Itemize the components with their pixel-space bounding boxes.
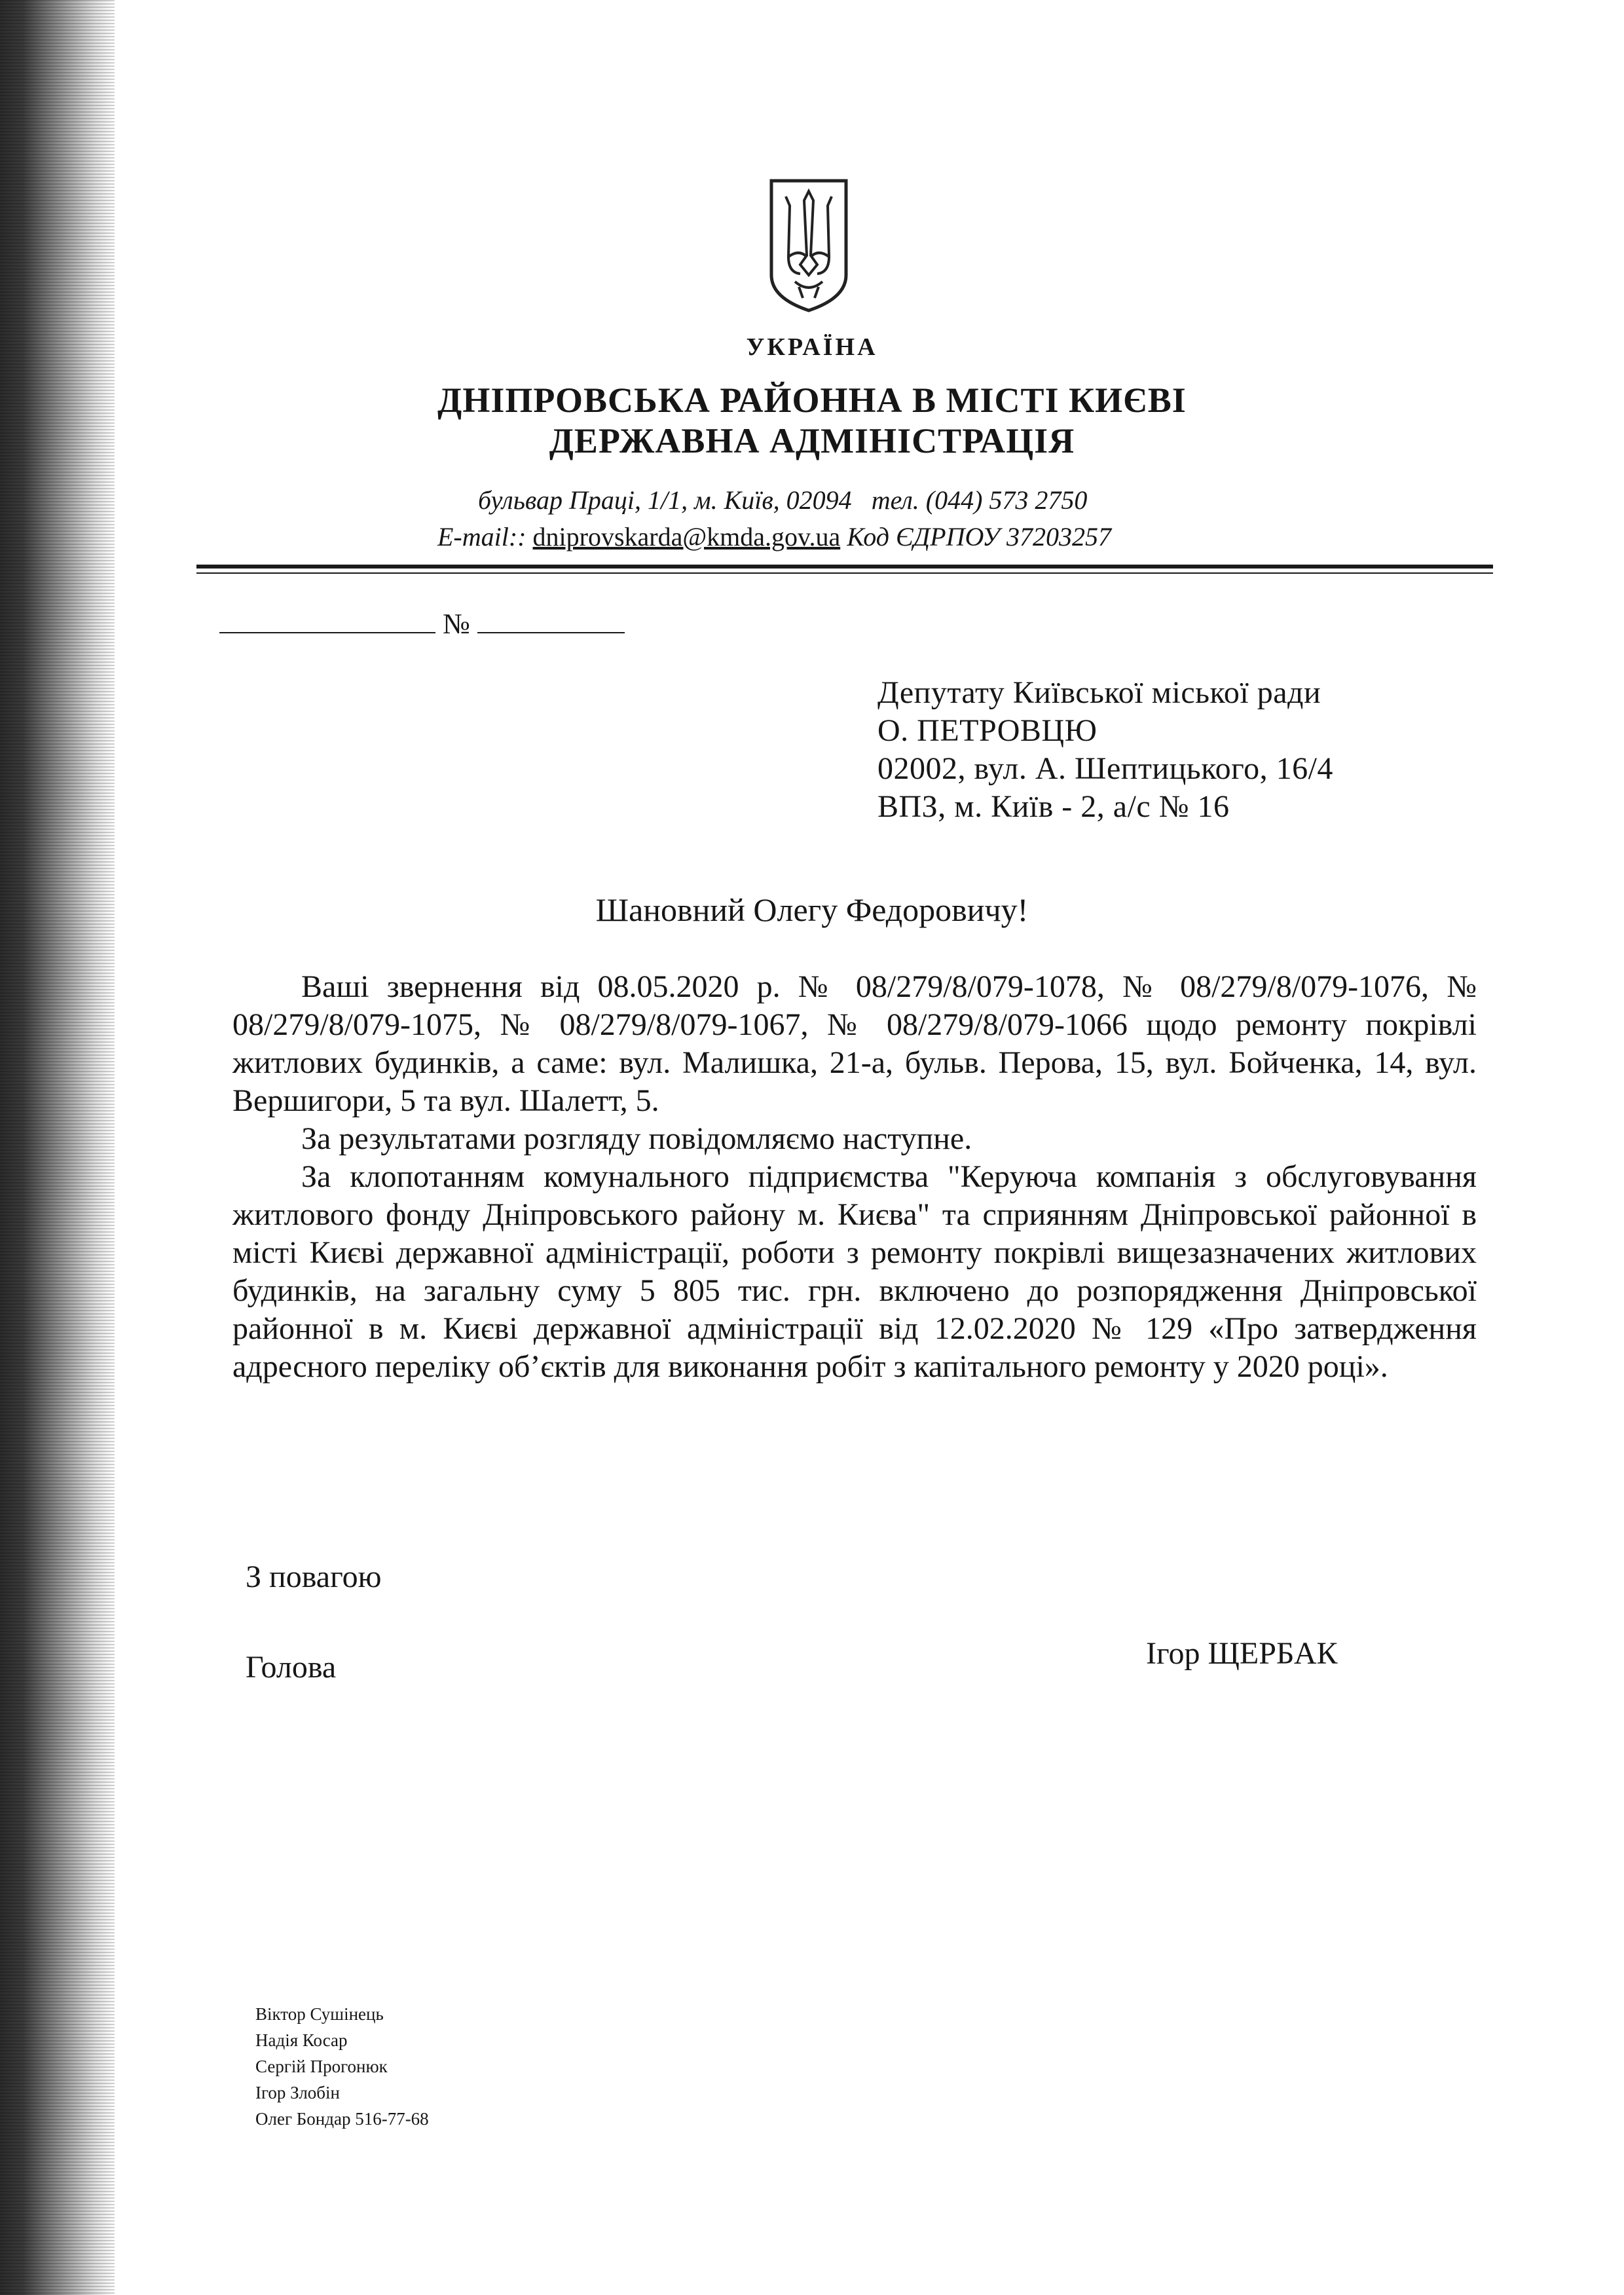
signer-name: Ігор ЩЕРБАК xyxy=(1146,1636,1338,1671)
recipient-line1: Депутату Київської міської ради xyxy=(877,675,1321,710)
org-name-line2: ДЕРЖАВНА АДМІНІСТРАЦІЯ xyxy=(549,421,1075,460)
email-label: E-mail:: xyxy=(437,522,526,551)
org-address: бульвар Праці, 1/1, м. Київ, 02094 xyxy=(478,485,852,515)
executor-item: Сергій Прогонюк xyxy=(255,2057,388,2076)
recipient-line2: О. ПЕТРОВЦЮ xyxy=(877,713,1098,748)
org-phone: тел. (044) 573 2750 xyxy=(871,485,1088,515)
org-address-line xyxy=(478,485,1087,515)
closing-phrase: З повагою xyxy=(246,1559,382,1594)
number-sign: № xyxy=(443,608,470,640)
executor-item: Надія Косар xyxy=(255,2030,348,2050)
executor-item: Олег Бондар 516-77-68 xyxy=(255,2109,429,2129)
executor-item: Ігор Злобін xyxy=(255,2083,340,2102)
salutation: Шановний Олегу Федоровичу! xyxy=(595,891,1029,928)
header-divider-thick xyxy=(196,565,1493,569)
org-name-line1: ДНІПРОВСЬКА РАЙОННА В МІСТІ КИЄВІ xyxy=(437,381,1187,420)
body-paragraph-2: За результатами розгляду повідомляємо наступне. xyxy=(301,1121,972,1156)
country-title: УКРАЇНА xyxy=(746,333,878,361)
email-link[interactable]: dniprovskarda@kmda.gov.ua xyxy=(532,522,841,551)
letter-body xyxy=(232,968,1477,1386)
executor-item: Віктор Сушінець xyxy=(255,2004,384,2024)
date-blank xyxy=(219,606,435,633)
signer-position: Голова xyxy=(246,1650,337,1685)
executors-list xyxy=(255,2001,429,2132)
body-paragraph-3: За клопотанням комунального підприємства "Керуюча компанія з обслуговування житлового фонду Дніпровського району м. Києва" та сприянням Дніпровської районної в місті Києві державної адміністрації, роботи з ремонту покрівлі вищезазначених житлових будинків, на загальну суму 5 805 тис. грн. включено до розпорядження Дніпровської районної в м. Києві державної адміністрації від 12.02.2020 № 129 «Про затвердження адресного переліку об’єктів для виконання робіт з капітального ремонту у 2020 році». xyxy=(232,1159,1477,1384)
recipient-line4: ВПЗ, м. Київ - 2, а/с № 16 xyxy=(877,789,1230,824)
registration-line xyxy=(219,606,625,641)
org-contact-line xyxy=(437,521,1111,552)
coat-of-arms-icon xyxy=(766,177,851,314)
edrpou-code: Код ЄДРПОУ 37203257 xyxy=(847,522,1111,551)
header-divider-thin xyxy=(196,572,1493,574)
recipient-line3: 02002, вул. А. Шептицького, 16/4 xyxy=(877,751,1333,786)
number-blank xyxy=(477,606,625,633)
body-paragraph-1: Ваші звернення від 08.05.2020 р. № 08/279/8/079-1078, № 08/279/8/079-1076, № 08/279/8/079-1075, № 08/279/8/079-1067, № 08/279/8/079-1066 щодо ремонту покрівлі житлових будинків, а саме: вул. Малишка, 21-а, бульв. Перова, 15, вул. Бойченка, 14, вул. Вершигори, 5 та вул. Шалетт, 5. xyxy=(232,969,1477,1118)
